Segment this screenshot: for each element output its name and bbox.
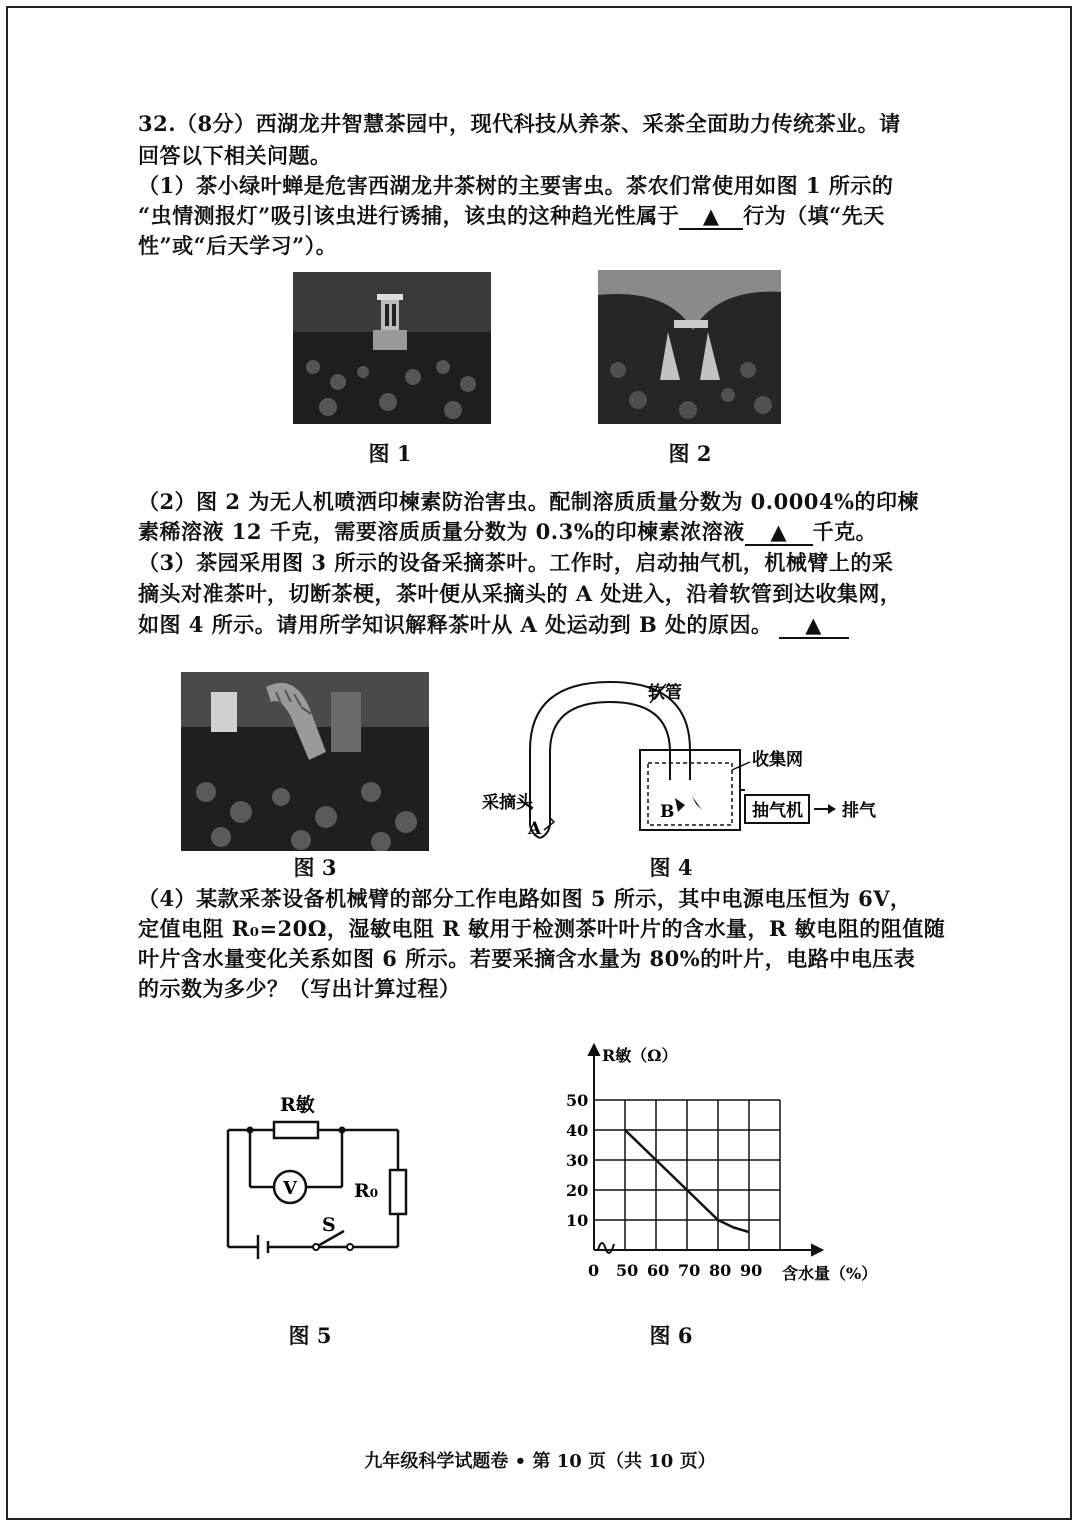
x-axis-arrow bbox=[812, 1245, 822, 1255]
answer-blank-2[interactable]: ▲ bbox=[745, 519, 813, 546]
x-axis-label: 含水量（%） bbox=[782, 1264, 878, 1283]
x-tick-label: 90 bbox=[740, 1261, 763, 1280]
drone-spraying-photo bbox=[598, 270, 781, 424]
circuit-diagram bbox=[210, 1085, 430, 1265]
figure-4-caption: 图 4 bbox=[649, 855, 693, 880]
question-intro-line-2: 回答以下相关问题。 bbox=[138, 143, 332, 168]
collection-net-label: 收集网 bbox=[752, 750, 803, 770]
x-tick-label: 70 bbox=[678, 1261, 701, 1280]
air-pump-label: 抽气机 bbox=[752, 801, 803, 821]
r0-label: R₀ bbox=[354, 1180, 379, 1202]
switch-label: S bbox=[322, 1214, 336, 1236]
part4-line-3: 叶片含水量变化关系如图 6 所示。若要采摘含水量为 80%的叶片，电路中电压表 bbox=[138, 946, 916, 971]
insect-trap-lamp-photo bbox=[293, 272, 491, 424]
suction-system-diagram bbox=[470, 670, 890, 860]
y-axis-arrow bbox=[589, 1045, 599, 1055]
page-footer: 九年级科学试题卷 • 第 10 页（共 10 页） bbox=[364, 1451, 716, 1472]
resistance-moisture-chart bbox=[550, 1035, 890, 1285]
figure-5-caption: 图 5 bbox=[288, 1323, 332, 1348]
question-intro-line-1: 32.（8分）西湖龙井智慧茶园中，现代科技从养茶、采茶全面助力传统茶业。请 bbox=[138, 111, 901, 136]
figure-2-caption: 图 2 bbox=[668, 441, 712, 466]
answer-blank-3[interactable]: ▲ bbox=[779, 612, 849, 639]
y-axis-label: R敏（Ω） bbox=[602, 1046, 678, 1065]
part3-line-1: （3）茶园采用图 3 所示的设备采摘茶叶。工作时，启动抽气机，机械臂上的采 bbox=[138, 550, 894, 575]
part3-line-3: 如图 4 所示。请用所学知识解释茶叶从 A 处运动到 B 处的原因。 ▲ bbox=[138, 609, 849, 639]
part3-line-2: 摘头对准茶叶，切断茶梗，茶叶便从采摘头的 A 处进入，沿着软管到达收集网， bbox=[138, 581, 902, 606]
axis-break-mark bbox=[598, 1243, 614, 1253]
part4-line-2: 定值电阻 R₀=20Ω，湿敏电阻 R 敏用于检测茶叶叶片的含水量，R 敏电阻的阻值随 bbox=[138, 916, 946, 941]
y-tick-label: 30 bbox=[566, 1151, 589, 1170]
part2-line-2: 素稀溶液 12 千克，需要溶质质量分数为 0.3%的印楝素浓溶液 ▲ 千克。 bbox=[138, 519, 878, 544]
r-sensor-label: R敏 bbox=[280, 1094, 315, 1116]
x-tick-label: 50 bbox=[616, 1261, 639, 1280]
figure-6-caption: 图 6 bbox=[649, 1323, 693, 1348]
point-a-label: A bbox=[528, 819, 542, 839]
tea-picking-machine-photo bbox=[181, 672, 429, 851]
part2-line-1: （2）图 2 为无人机喷洒印楝素防治害虫。配制溶质质量分数为 0.0004%的印楝 bbox=[138, 489, 919, 514]
exhaust-label: 排气 bbox=[842, 801, 876, 821]
figure-1-caption: 图 1 bbox=[368, 441, 412, 466]
part1-line-1: （1）茶小绿叶蝉是危害西湖龙井茶树的主要害虫。茶农们常使用如图 1 所示的 bbox=[138, 173, 894, 198]
voltmeter-label: V bbox=[283, 1178, 297, 1199]
part1-line-2: “虫情测报灯”吸引该虫进行诱捕，该虫的这种趋光性属于 ▲ 行为（填“先天 bbox=[138, 203, 885, 228]
y-tick-label: 10 bbox=[566, 1211, 589, 1230]
y-tick-label: 50 bbox=[566, 1091, 589, 1110]
y-tick-label: 40 bbox=[566, 1121, 589, 1140]
hose-label: 软管 bbox=[648, 683, 682, 703]
point-b-label: B bbox=[660, 802, 675, 822]
part4-line-1: （4）某款采茶设备机械臂的部分工作电路如图 5 所示，其中电源电压恒为 6V， bbox=[138, 886, 912, 911]
x-tick-label: 0 bbox=[588, 1261, 600, 1280]
part1-line-3: 性”或“后天学习”）。 bbox=[138, 233, 338, 258]
x-tick-label: 80 bbox=[709, 1261, 732, 1280]
y-tick-label: 20 bbox=[566, 1181, 589, 1200]
picking-head-label: 采摘头 bbox=[482, 793, 533, 813]
figure-3-caption: 图 3 bbox=[293, 855, 337, 880]
x-tick-label: 60 bbox=[647, 1261, 670, 1280]
part4-line-4: 的示数为多少？（写出计算过程） bbox=[138, 976, 461, 1001]
answer-blank-1[interactable]: ▲ bbox=[679, 203, 743, 230]
